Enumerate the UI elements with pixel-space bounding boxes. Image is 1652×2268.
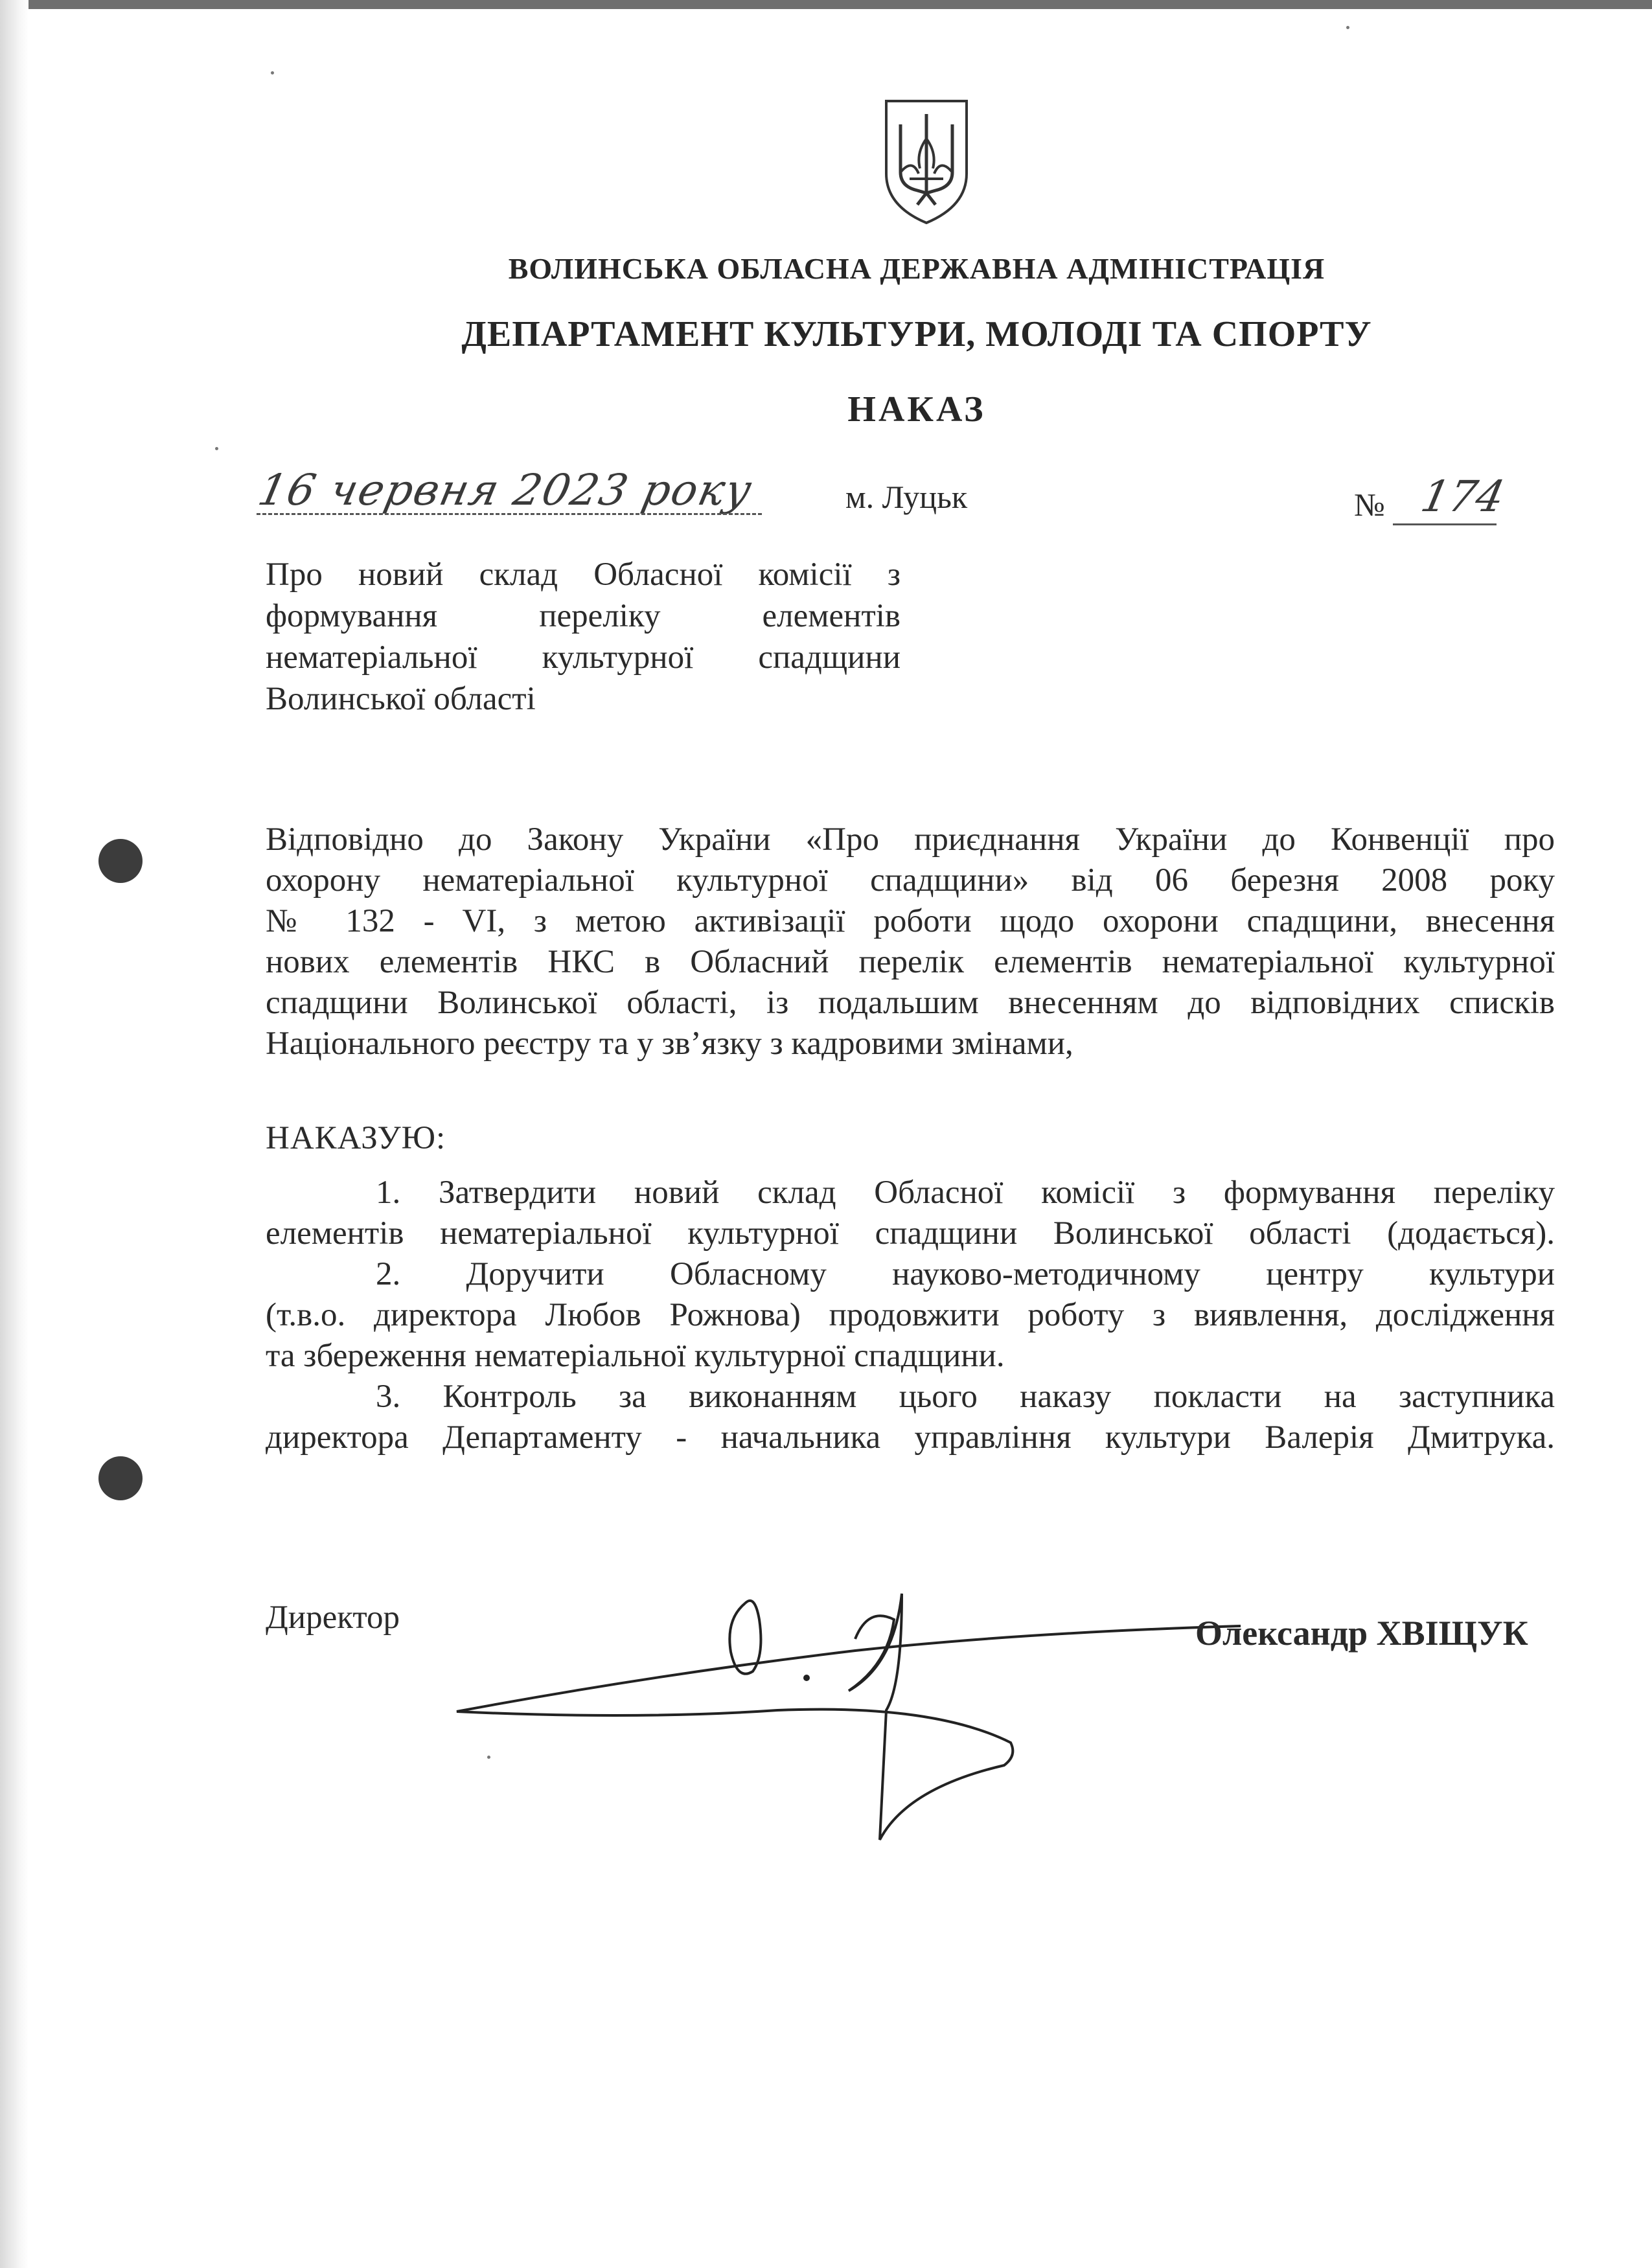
order-subject xyxy=(266,554,901,720)
preamble-line: № 132 - VI, з метою активізації роботи щодо охорони спадщини, внесення xyxy=(266,903,1555,939)
number-underline xyxy=(1393,523,1497,525)
number-label: № xyxy=(1354,487,1385,523)
handwritten-signature xyxy=(441,1568,1257,1856)
punch-hole-lower xyxy=(98,1456,143,1500)
preamble-line: нових елементів НКС в Обласний перелік елементів нематеріальної культурної xyxy=(266,944,1555,980)
scan-speck xyxy=(1346,26,1349,29)
order-items xyxy=(266,1173,1555,1458)
date-underline xyxy=(257,513,762,515)
administration-header: ВОЛИНСЬКА ОБЛАСНА ДЕРЖАВНА АДМІНІСТРАЦІЯ xyxy=(508,252,1325,285)
order-item-1-cont: елементів нематеріальної культурної спадщини Волинської області (додається). xyxy=(266,1215,1555,1252)
order-keyword: НАКАЗУЮ: xyxy=(266,1120,446,1156)
order-item-3: 3. Контроль за виконанням цього наказу покласти на заступника xyxy=(376,1379,1555,1415)
order-item-1: 1. Затвердити новий склад Обласної комісії з формування переліку xyxy=(376,1174,1555,1211)
handwritten-date: 16 червня 2023 року xyxy=(253,465,757,515)
preamble-paragraph xyxy=(266,819,1555,1064)
handwritten-number: 174 xyxy=(1416,472,1509,521)
trident-coat-of-arms-icon xyxy=(881,96,972,229)
scan-speck xyxy=(215,447,218,450)
order-item-2-cont: та збереження нематеріальної культурної спадщини. xyxy=(266,1338,1005,1374)
department-header: ДЕПАРТАМЕНТ КУЛЬТУРИ, МОЛОДІ ТА СПОРТУ xyxy=(461,314,1372,354)
city-label: м. Луцьк xyxy=(845,479,968,515)
punch-hole-upper xyxy=(98,839,143,883)
preamble-line: Відповідно до Закону України «Про приєднання України до Конвенції про xyxy=(266,821,1555,858)
scan-left-edge xyxy=(0,0,29,2268)
order-item-2-cont: (т.в.о. директора Любов Рожнова) продовжити роботу з виявлення, дослідження xyxy=(266,1297,1555,1333)
subject-line: формування переліку елементів xyxy=(266,598,901,634)
scan-speck xyxy=(271,71,274,74)
subject-line: Про новий склад Обласної комісії з xyxy=(266,556,901,593)
subject-line: Волинської області xyxy=(266,681,536,717)
order-item-2: 2. Доручити Обласному науково-методичному центру культури xyxy=(376,1256,1555,1292)
order-item-3-cont: директора Департаменту - начальника управління культури Валерія Дмитрука. xyxy=(266,1419,1555,1456)
signatory-position: Директор xyxy=(266,1599,400,1636)
preamble-line: спадщини Волинської області, із подальшим внесенням до відповідних списків xyxy=(266,985,1555,1021)
preamble-line: охорону нематеріальної культурної спадщини» від 06 березня 2008 року xyxy=(266,862,1555,899)
document-title: НАКАЗ xyxy=(847,389,986,430)
scan-top-edge xyxy=(0,0,1652,9)
subject-line: нематеріальної культурної спадщини xyxy=(266,639,901,676)
preamble-line: Національного реєстру та у зв’язку з кадровими змінами, xyxy=(266,1025,1073,1062)
signatory-name: Олександр ХВІЩУК xyxy=(1195,1614,1528,1653)
